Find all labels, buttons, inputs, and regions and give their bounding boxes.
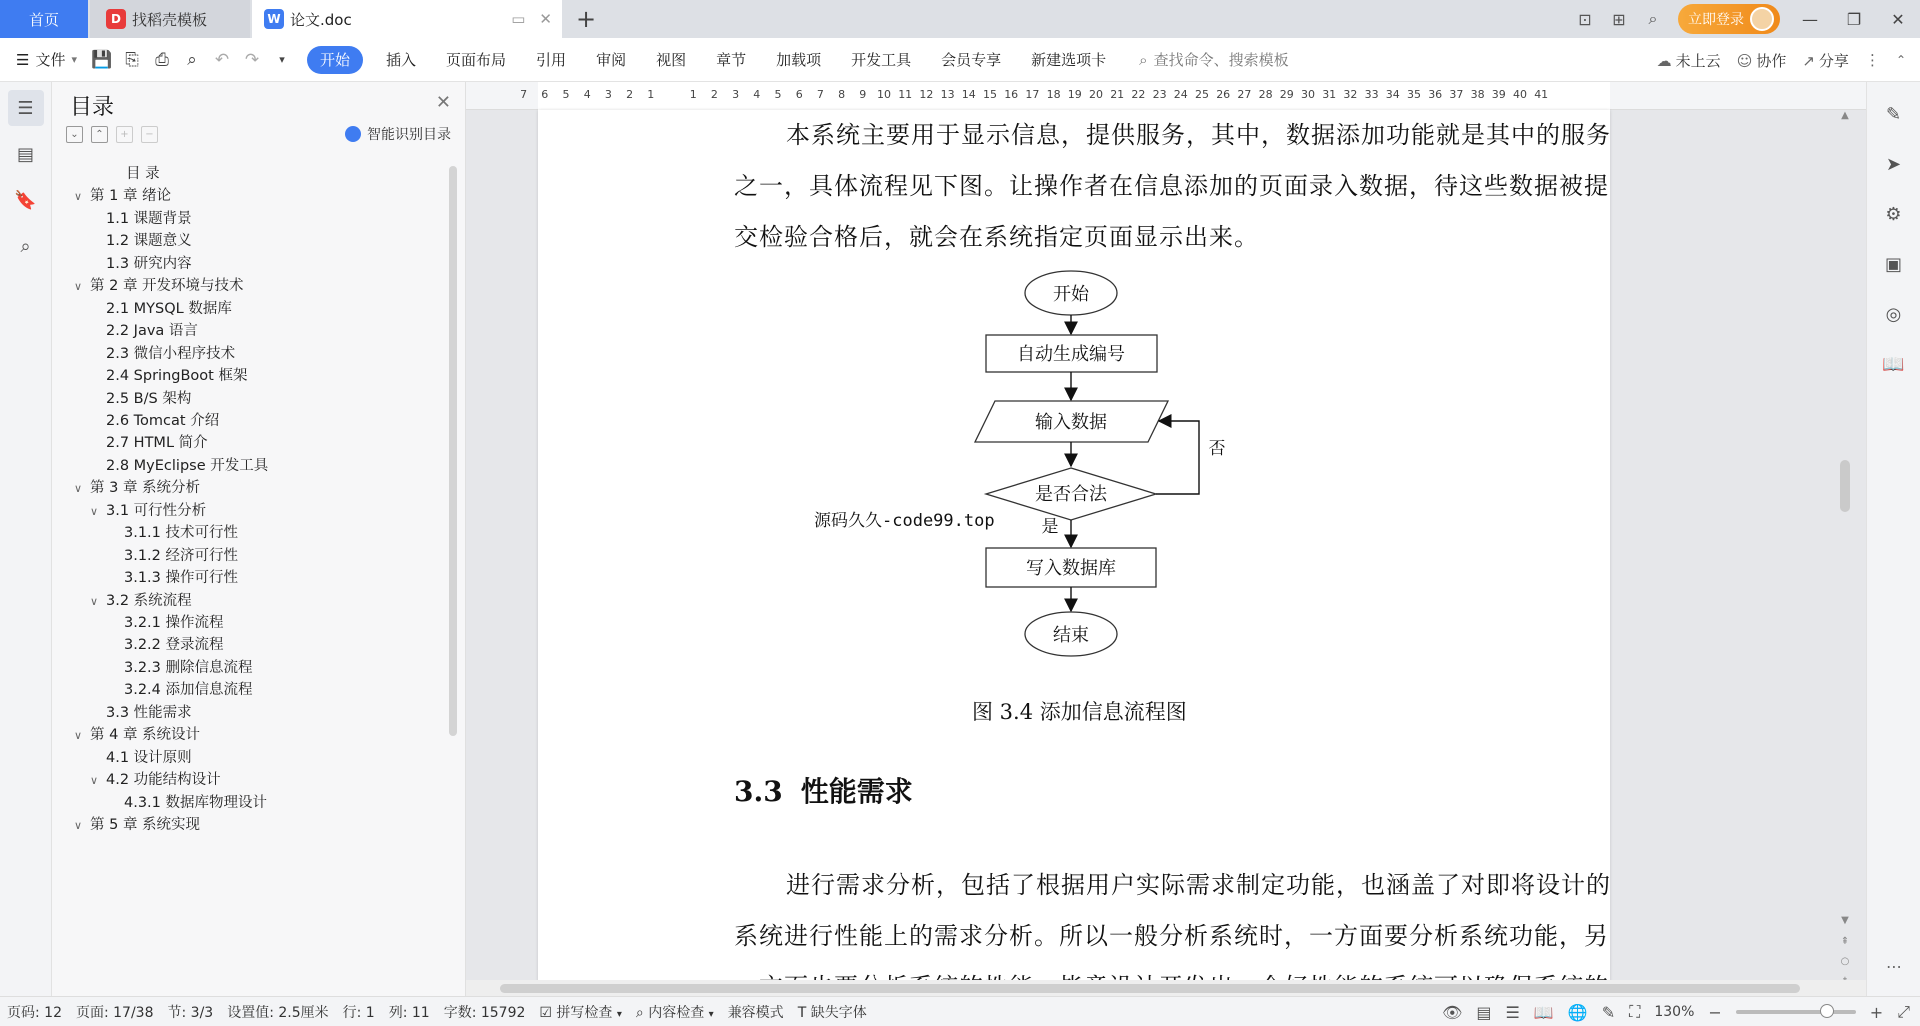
compat-mode: 兼容模式 <box>727 1004 784 1021</box>
tab-document[interactable] <box>252 0 562 38</box>
toc-item-label: 3.3 性能需求 <box>106 704 192 721</box>
flow-auto-number-label: 自动生成编号 <box>1017 344 1125 365</box>
content-check-label: 内容检查 <box>648 1004 705 1021</box>
toc-item-label: 3.2.4 添加信息流程 <box>124 682 253 699</box>
magnifier-icon: ⌕ <box>635 1004 644 1021</box>
document-area <box>466 82 1866 996</box>
command-search[interactable] <box>1139 49 1288 70</box>
toc-item-label: 2.8 MyEclipse 开发工具 <box>106 457 269 474</box>
toc-item-label: 3.2.2 登录流程 <box>124 637 224 654</box>
toc-item[interactable] <box>90 207 192 231</box>
toc-chevron-icon[interactable]: ∨ <box>74 280 83 294</box>
toc-item[interactable] <box>90 252 192 276</box>
toc-item[interactable] <box>108 566 238 590</box>
toc-item-label: 4.3.1 数据库物理设计 <box>124 794 268 811</box>
tab-strip <box>0 0 1920 38</box>
print-preview-icon[interactable]: ⌕ <box>187 49 197 70</box>
toc-item[interactable] <box>74 274 244 298</box>
settings-sliders-icon[interactable]: ⚙ <box>1885 203 1902 225</box>
tab-document-label: 论文.doc <box>290 10 352 29</box>
ruler-tick-label: 34 <box>1385 88 1400 101</box>
ruler-tick-label: 31 <box>1322 88 1337 101</box>
toc-item-label: 3.2 系统流程 <box>106 592 192 609</box>
spell-check-button[interactable] <box>532 1002 629 1022</box>
flow-decision-label: 是否合法 <box>1035 484 1107 505</box>
toc-item-label: 3.2.1 操作流程 <box>124 615 224 631</box>
ruler-tick-label: 6 <box>541 88 549 101</box>
redo-icon[interactable]: ↷ <box>244 49 260 70</box>
ruler-tick-label: 30 <box>1301 88 1315 101</box>
toc-chevron-icon[interactable]: ∨ <box>90 774 99 788</box>
quick-access-more-icon[interactable]: ▾ <box>279 53 285 66</box>
tab-template[interactable] <box>90 0 250 38</box>
paragraph-line: 之一，具体流程见下图。让操作者在信息添加的页面录入数据，待这些数据被提 <box>734 172 1609 200</box>
find-icon[interactable]: ⌕ <box>20 235 31 257</box>
toc-item[interactable] <box>108 544 238 568</box>
add-heading-icon[interactable]: + <box>116 126 133 143</box>
ruler-tick-label: 2 <box>710 88 718 101</box>
toc-item-label: 2.6 Tomcat 介绍 <box>106 412 220 429</box>
smart-toc-button[interactable] <box>345 124 451 144</box>
toc-item-label: 第 1 章 绪论 <box>90 188 172 205</box>
file-menu-label: 文件 <box>35 51 66 69</box>
zoom-level[interactable]: 130% <box>1654 1004 1695 1020</box>
toc-item-label: 2.7 HTML 简介 <box>106 435 208 452</box>
zoom-slider[interactable] <box>1736 1010 1856 1014</box>
paragraph-line: 进行需求分析，包括了根据用户实际需求制定功能，也涵盖了对即将设计的 <box>786 871 1611 899</box>
toc-item[interactable] <box>90 431 208 455</box>
missing-font-label: 缺失字体 <box>810 1004 867 1021</box>
vertical-scrollbar[interactable] <box>1838 110 1852 990</box>
section-number: 3.3 <box>734 775 783 808</box>
hscroll-thumb[interactable] <box>500 984 1800 993</box>
share-label: 分享 <box>1818 51 1849 70</box>
ruler-tick-label: 33 <box>1364 88 1379 101</box>
chapter-nav-icon[interactable]: ▤ <box>16 143 34 165</box>
ruler-tick-label: 15 <box>983 88 997 101</box>
ruler-tick-label: 25 <box>1195 88 1209 101</box>
toc-item[interactable] <box>90 768 221 792</box>
flow-yes-label: 是 <box>1041 517 1059 537</box>
right-tool-strip <box>1866 82 1920 996</box>
tab-developer[interactable]: 开发工具 <box>851 51 912 69</box>
paragraph-line: 系统进行性能上的需求分析。所以一般分析系统时，一方面要分析系统功能，另 <box>734 922 1609 950</box>
toc-item[interactable] <box>90 589 192 613</box>
close-window-button[interactable]: ✕ <box>1891 9 1905 29</box>
restore-button[interactable]: ❐ <box>1846 9 1862 29</box>
toc-list <box>60 162 450 992</box>
toc-item-label: 2.1 MYSQL 数据库 <box>106 300 232 317</box>
ruler-tick-label: 19 <box>1067 88 1082 101</box>
ruler-tick-label: 37 <box>1449 88 1464 101</box>
edit-pen-icon[interactable]: ✎ <box>1885 103 1902 125</box>
toc-item-label: 1.2 课题意义 <box>106 233 192 250</box>
chevron-down-icon: ▾ <box>616 1008 622 1020</box>
ruler-tick-label: 22 <box>1131 88 1146 101</box>
ruler-tick-label: 5 <box>774 88 782 101</box>
toc-item-label: 3.2.3 删除信息流程 <box>124 659 253 676</box>
ruler-tick-label: 14 <box>961 88 976 101</box>
status-pages[interactable]: 页面: 17/38 <box>75 1004 154 1021</box>
section-heading[interactable] <box>734 770 931 810</box>
collapse-icon[interactable]: ⌃ <box>91 126 108 143</box>
checkbox-icon: ☑ <box>539 1004 552 1021</box>
tab-chapter[interactable]: 章节 <box>716 51 747 69</box>
toc-item-label: 第 2 章 开发环境与技术 <box>90 278 244 295</box>
toc-item[interactable] <box>74 723 200 747</box>
collaborate-label: 协作 <box>1756 51 1787 70</box>
search-tabs-icon[interactable]: ⌕ <box>1648 9 1658 28</box>
print-icon[interactable]: ⎙ <box>155 49 169 70</box>
ruler-tick-label: 29 <box>1279 88 1294 101</box>
toc-item[interactable] <box>74 476 200 500</box>
ruler-tick-label: 1 <box>647 88 655 101</box>
apps-grid-icon[interactable]: ⊞ <box>1612 9 1626 29</box>
expand-icon[interactable]: ⌄ <box>66 126 83 143</box>
toc-item-label: 第 5 章 系统实现 <box>90 817 201 834</box>
toc-chevron-icon[interactable]: ∨ <box>74 729 83 743</box>
toc-item[interactable] <box>90 319 198 343</box>
toc-item[interactable] <box>108 633 224 657</box>
tab-references[interactable]: 引用 <box>536 51 567 69</box>
toc-item-label: 第 4 章 系统设计 <box>90 727 201 744</box>
prev-page-icon[interactable]: ⇞ <box>1840 936 1850 947</box>
ruler-tick-label: 5 <box>562 88 570 101</box>
toc-item[interactable] <box>90 364 247 388</box>
toc-title: 目录 <box>70 95 115 120</box>
write-view-icon[interactable]: ✎ <box>1601 1002 1616 1022</box>
ruler-tick-label: 39 <box>1491 88 1506 101</box>
toc-item[interactable] <box>108 521 238 545</box>
flow-no-label: 否 <box>1208 439 1226 459</box>
toc-item[interactable] <box>108 611 224 635</box>
toc-item[interactable] <box>90 229 192 253</box>
close-icon[interactable]: ✕ <box>435 92 451 113</box>
section-title: 性能需求 <box>800 775 913 808</box>
toc-chevron-icon[interactable]: ∨ <box>74 190 83 204</box>
ruler-tick-label: 8 <box>838 88 846 101</box>
tab-template-label: 找稻壳模板 <box>132 10 208 29</box>
missing-font-button[interactable] <box>791 1002 874 1022</box>
eye-protect-icon[interactable]: 👁 <box>1442 1002 1463 1022</box>
paragraph-line: 本系统主要用于显示信息，提供服务，其中，数据添加功能就是其中的服务 <box>786 121 1611 149</box>
ruler-tick-label: 24 <box>1173 88 1188 101</box>
login-label: 立即登录 <box>1688 12 1744 28</box>
status-page-number[interactable]: 页码: 12 <box>7 1004 62 1021</box>
ruler-tick-label: 20 <box>1089 88 1103 101</box>
ruler-tick-label: 3 <box>732 88 740 101</box>
zoom-out-icon[interactable]: − <box>1708 1002 1722 1022</box>
tab-review[interactable]: 审阅 <box>596 51 627 69</box>
toc-panel <box>52 82 466 996</box>
new-tab-button[interactable]: + <box>575 5 597 33</box>
toc-item-label: 2.2 Java 语言 <box>106 323 198 340</box>
avatar <box>1750 7 1774 31</box>
smart-toc-icon <box>345 126 361 142</box>
status-row[interactable]: 行: 1 <box>342 1004 375 1021</box>
tab-page-layout[interactable]: 页面布局 <box>446 51 507 69</box>
ruler-tick-label: 6 <box>795 88 803 101</box>
toc-item-label: 3.1 可行性分析 <box>106 502 207 519</box>
ruler-tick-label: 4 <box>753 88 761 101</box>
ruler-tick-label: 7 <box>816 88 824 101</box>
select-cursor-icon[interactable]: ➤ <box>1885 153 1902 175</box>
flow-input-label: 输入数据 <box>1035 412 1107 433</box>
spell-check-label: 拼写检查 <box>556 1004 613 1021</box>
toc-item[interactable] <box>90 746 192 770</box>
save-icon[interactable]: 💾 <box>91 49 113 70</box>
web-view-icon[interactable]: 🌐 <box>1567 1002 1588 1022</box>
ruler-tick-label: 1 <box>689 88 697 101</box>
scroll-down-icon[interactable]: ▼ <box>1841 915 1849 926</box>
ruler-tick-label: 2 <box>626 88 634 101</box>
ruler-tick-label: 9 <box>859 88 867 101</box>
ruler-tick-label: 28 <box>1258 88 1273 101</box>
toc-item[interactable] <box>90 409 219 433</box>
share-button[interactable] <box>1802 50 1849 71</box>
toc-item[interactable] <box>108 678 253 702</box>
zoom-in-icon[interactable]: + <box>1869 1002 1884 1022</box>
body-paragraph[interactable] <box>734 860 1611 996</box>
ruler-tick-label: 7 <box>520 88 528 101</box>
screen-icon[interactable]: ▭ <box>511 10 526 28</box>
image-tools-icon[interactable]: ▣ <box>1884 253 1902 275</box>
ruler-tick-label: 41 <box>1534 88 1549 101</box>
tab-member[interactable]: 会员专享 <box>941 51 1002 69</box>
tab-addins[interactable]: 加载项 <box>776 51 822 69</box>
toc-item-label: 1.1 课题背景 <box>106 210 192 227</box>
toc-item[interactable] <box>108 656 253 680</box>
docer-icon: D <box>106 9 126 29</box>
collapse-ribbon-icon[interactable]: ⌃ <box>1895 53 1906 67</box>
toc-item[interactable] <box>74 813 200 837</box>
status-setting[interactable]: 设置值: 2.5厘米 <box>227 1004 329 1021</box>
status-bar <box>0 996 1920 1026</box>
toc-chevron-icon[interactable]: ∨ <box>74 819 83 833</box>
reading-book-icon[interactable]: 📖 <box>1882 353 1905 375</box>
ruler-tick-label: 27 <box>1237 88 1252 101</box>
ribbon <box>0 38 1920 82</box>
toc-chevron-icon[interactable]: ∨ <box>90 504 99 518</box>
ruler-tick-label: 35 <box>1407 88 1421 101</box>
scrollbar-thumb[interactable] <box>1840 460 1850 512</box>
toc-item[interactable] <box>126 162 160 186</box>
more-tools-icon[interactable]: ⋯ <box>1886 957 1902 976</box>
page-view-icon[interactable]: ▤ <box>1476 1002 1492 1022</box>
horizontal-scrollbar[interactable] <box>466 980 1866 996</box>
cloud-icon: ☁ <box>1656 51 1672 70</box>
toc-item[interactable] <box>90 499 206 523</box>
tab-view[interactable]: 视图 <box>656 51 687 69</box>
ruler-tick-label: 23 <box>1152 88 1167 101</box>
content-check-button[interactable] <box>629 1002 721 1022</box>
login-button[interactable] <box>1678 4 1780 34</box>
collaborate-button[interactable] <box>1737 50 1787 71</box>
status-bar-right <box>1442 997 1910 1026</box>
toc-item-label: 2.3 微信小程序技术 <box>106 345 236 362</box>
flow-write-db-label: 写入数据库 <box>1026 558 1116 579</box>
ruler-tick-label: 32 <box>1343 88 1358 101</box>
toc-item-label: 4.2 功能结构设计 <box>106 772 221 789</box>
command-search-placeholder: 查找命令、搜索模板 <box>1153 51 1289 69</box>
flowchart-diagram <box>538 110 1610 730</box>
toc-item-label: 3.1.1 技术可行性 <box>124 525 239 542</box>
ruler-tick-label: 3 <box>604 88 612 101</box>
horizontal-ruler[interactable] <box>466 82 1866 110</box>
ruler-tick-label: 17 <box>1025 88 1040 101</box>
status-words[interactable]: 字数: 15792 <box>443 1004 526 1021</box>
toc-item[interactable] <box>90 454 268 478</box>
toc-item-label: 目 录 <box>126 166 160 182</box>
toc-item-label: 2.5 B/S 架构 <box>106 390 192 407</box>
toc-item[interactable] <box>108 791 267 815</box>
user-icon: ☺ <box>1736 51 1753 70</box>
undo-icon[interactable]: ↶ <box>214 49 230 70</box>
cloud-status[interactable] <box>1657 50 1721 71</box>
bookmark-icon[interactable]: 🔖 <box>14 189 37 211</box>
figure-caption: 图 3.4 添加信息流程图 <box>972 700 1187 724</box>
fullscreen-icon[interactable]: ⤢ <box>1897 1002 1910 1021</box>
ruler-tick-label: 11 <box>898 88 913 101</box>
toc-item-label: 3.1.2 经济可行性 <box>124 547 239 564</box>
window-controls <box>1568 0 1920 38</box>
flow-end-label: 结束 <box>1053 625 1089 646</box>
scroll-up-icon[interactable]: ▲ <box>1841 110 1849 121</box>
select-browse-icon[interactable]: ○ <box>1840 956 1850 967</box>
ruler-tick-label: 13 <box>940 88 955 101</box>
chevron-down-icon: ▾ <box>708 1008 714 1020</box>
watermark-text: 源码久久-code99.top <box>814 511 995 531</box>
ribbon-right-actions <box>1657 38 1906 82</box>
cloud-status-label: 未上云 <box>1675 51 1721 70</box>
toc-item[interactable] <box>90 701 192 725</box>
status-section[interactable]: 节: 3/3 <box>167 1004 214 1021</box>
minimize-button[interactable]: — <box>1802 9 1818 29</box>
toc-item[interactable] <box>90 297 232 321</box>
compass-icon[interactable]: ◎ <box>1885 303 1902 325</box>
font-icon: T <box>797 1004 807 1021</box>
tab-home-label: 首页 <box>28 10 59 29</box>
toc-item-label: 1.3 研究内容 <box>106 255 192 272</box>
toc-item[interactable] <box>74 184 171 208</box>
toc-item-label: 2.4 SpringBoot 框架 <box>106 368 248 385</box>
tab-new[interactable]: 新建选项卡 <box>1031 51 1107 69</box>
toc-scrollbar[interactable] <box>449 166 457 736</box>
toc-nav-icon[interactable]: ☰ <box>8 90 44 126</box>
tab-insert[interactable]: 插入 <box>386 51 417 69</box>
toc-toolbar <box>66 126 158 143</box>
ruler-tick-label: 16 <box>1004 88 1019 101</box>
share-icon: ↗ <box>1802 51 1815 70</box>
ruler-tick-label: 36 <box>1428 88 1443 101</box>
left-nav-strip <box>0 82 52 996</box>
ruler-tick-label: 4 <box>583 88 591 101</box>
file-menu[interactable] <box>0 49 87 70</box>
outline-view-icon[interactable]: ☰ <box>1505 1002 1520 1022</box>
tab-home[interactable] <box>0 0 88 38</box>
close-tab-icon[interactable]: ✕ <box>539 10 552 28</box>
remove-heading-icon[interactable]: − <box>141 126 158 143</box>
read-view-icon[interactable]: 📖 <box>1533 1002 1554 1022</box>
fit-page-icon[interactable]: ⛶ <box>1629 1002 1641 1021</box>
ruler-tick-label: 38 <box>1470 88 1485 101</box>
paragraph-line: 交检验合格后，就会在系统指定页面显示出来。 <box>734 223 1259 251</box>
writer-doc-icon: W <box>264 9 284 29</box>
ruler-tick-label: 21 <box>1110 88 1125 101</box>
flow-start-label: 开始 <box>1053 284 1089 305</box>
flow-no-loop-arrow <box>1156 421 1199 494</box>
ruler-tick-label: 10 <box>877 88 891 101</box>
zoom-slider-knob[interactable] <box>1820 1004 1834 1018</box>
toc-chevron-icon[interactable]: ∨ <box>90 594 99 608</box>
toc-item[interactable] <box>90 387 191 411</box>
more-menu-icon[interactable]: ⋮ <box>1864 51 1880 69</box>
export-pdf-icon[interactable]: ⎘ <box>125 49 139 70</box>
ruler-tick-label: 26 <box>1216 88 1231 101</box>
layout-icon[interactable]: ⊡ <box>1578 9 1592 29</box>
search-icon: ⌕ <box>1139 50 1148 69</box>
toc-item-label: 3.1.3 操作可行性 <box>124 570 239 587</box>
ruler-tick-label: 12 <box>919 88 934 101</box>
tab-start[interactable]: 开始 <box>307 46 363 74</box>
smart-toc-label: 智能识别目录 <box>367 127 451 143</box>
status-col[interactable]: 列: 11 <box>388 1004 430 1021</box>
ruler-tick-label: 18 <box>1046 88 1061 101</box>
toc-item[interactable] <box>90 342 235 366</box>
document-page[interactable] <box>538 110 1610 996</box>
hamburger-icon: ☰ <box>16 50 30 69</box>
toc-chevron-icon[interactable]: ∨ <box>74 482 83 496</box>
chevron-down-icon: ▾ <box>71 53 77 66</box>
toc-item-label: 第 3 章 系统分析 <box>90 480 201 497</box>
ruler-tick-label: 40 <box>1513 88 1527 101</box>
toc-item-label: 4.1 设计原则 <box>106 749 192 766</box>
